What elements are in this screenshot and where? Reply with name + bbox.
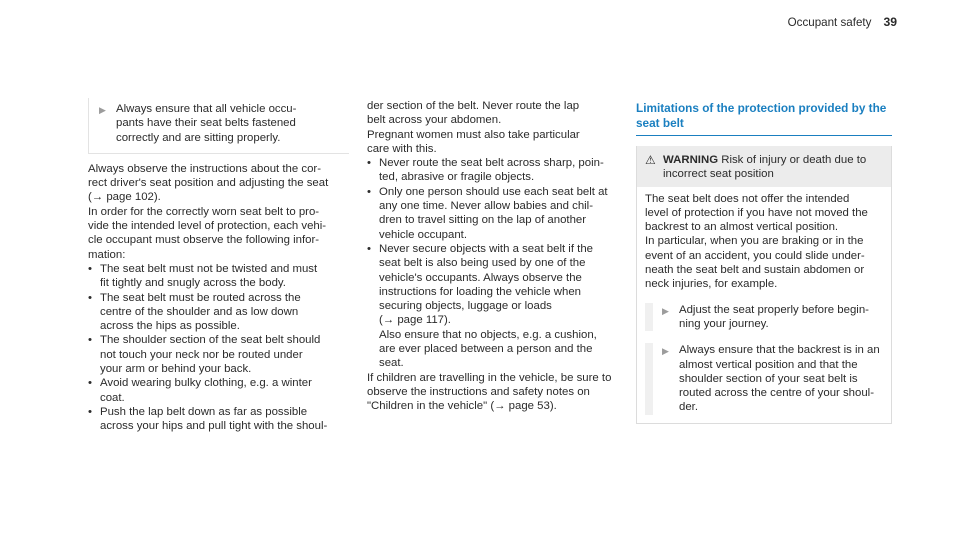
text-line: mation: xyxy=(88,248,126,261)
section-heading xyxy=(636,101,892,130)
text-line: backrest to an almost vertical position. xyxy=(645,221,839,234)
list-item xyxy=(88,291,350,334)
text-line: seat belt is also being used by one of the xyxy=(379,257,586,270)
list-item xyxy=(88,405,350,434)
list-item xyxy=(367,242,629,371)
text-line: Adjust the seat properly before begin- xyxy=(679,303,869,316)
text-line: • The seat belt must not be twisted and must xyxy=(100,262,318,275)
list-item xyxy=(367,156,629,185)
text-line: observe the instructions and safety notes on xyxy=(367,385,590,398)
text-line: ning your journey. xyxy=(679,317,769,330)
text-line: • Push the lap belt down as far as possible xyxy=(100,405,308,418)
paragraph-protection xyxy=(88,205,350,262)
text-line: routed across the centre of your shoul- xyxy=(679,387,875,400)
text-line: (→ page 102). xyxy=(88,191,161,204)
text-line: In particular, when you are braking or in the xyxy=(645,235,864,248)
text-line: The seat belt does not offer the intended xyxy=(645,192,850,205)
text-line: event of an accident, you could slide under- xyxy=(645,249,865,262)
text-line: (→ page 117). xyxy=(379,314,451,327)
list-item xyxy=(88,262,350,291)
text-line: vehicle occupant. xyxy=(379,228,468,241)
triangle-right-icon: ▶ xyxy=(662,305,669,316)
text-line: rect driver's seat position and adjusting the seat xyxy=(88,177,329,190)
warning-note-adjust xyxy=(645,303,883,332)
paragraph-seat-position xyxy=(88,162,350,205)
text-line: are ever placed between a person and the xyxy=(379,343,593,356)
text-line: coat. xyxy=(100,391,125,404)
text-line: Always ensure that the backrest is in an xyxy=(679,344,880,357)
warning-title: incorrect seat position xyxy=(663,168,774,181)
text-line: instructions for loading the vehicle when xyxy=(379,285,581,298)
text-line: almost vertical position and that the xyxy=(679,358,858,371)
column-2 xyxy=(367,99,629,414)
page-number: 39 xyxy=(883,15,897,29)
triangle-right-icon: ▶ xyxy=(662,346,669,357)
warning-box xyxy=(636,146,892,424)
text-line: securing objects, luggage or loads xyxy=(379,300,552,313)
column-1 xyxy=(88,98,350,434)
text-line: • The shoulder section of the seat belt should xyxy=(100,334,321,347)
heading-line: seat belt xyxy=(636,115,684,130)
text-line: vehicle's occupants. Always observe the xyxy=(379,271,582,284)
text-line: • Avoid wearing bulky clothing, e.g. a winter xyxy=(100,377,312,390)
text-line: der. xyxy=(679,401,698,414)
text-line: • Never route the seat belt across sharp, poin- xyxy=(379,157,604,170)
text-line: seat. xyxy=(379,357,404,370)
heading-rule xyxy=(636,135,892,136)
note-bar xyxy=(645,343,653,414)
warning-title-line xyxy=(663,153,866,167)
warning-triangle-icon: ⚠ xyxy=(645,153,656,167)
triangle-right-icon: ▶ xyxy=(99,105,106,115)
tip-note xyxy=(88,98,349,154)
text-line: across your hips and pull tight with the shoul- xyxy=(100,420,328,433)
text-line: der section of the belt. Never route the lap xyxy=(367,100,580,112)
warning-label: WARNING xyxy=(663,154,719,166)
warning-note-backrest xyxy=(645,343,883,414)
list-item xyxy=(88,333,350,376)
text-line: ted, abrasive or fragile objects. xyxy=(379,171,535,184)
text-line: your arm or behind your back. xyxy=(100,363,252,376)
bullet-list xyxy=(367,156,629,370)
list-item xyxy=(367,185,629,242)
text-line: Also ensure that no objects, e.g. a cushion, xyxy=(379,328,597,341)
tip-line: correctly and are sitting properly. xyxy=(116,131,281,144)
list-item xyxy=(88,376,350,405)
text-line: shoulder section of your seat belt is xyxy=(679,372,858,385)
tip-line: Always ensure that all vehicle occu- xyxy=(116,103,297,115)
heading-line: Limitations of the protection provided by the xyxy=(636,101,887,115)
bullet-list xyxy=(88,262,350,434)
text-line: across the hips as possible. xyxy=(100,320,240,333)
text-line: belt across your abdomen. xyxy=(367,114,502,127)
text-line: not touch your neck nor be routed under xyxy=(100,348,303,361)
text-line: • Only one person should use each seat belt at xyxy=(379,185,608,198)
text-line: dren to travel sitting on the lap of another xyxy=(379,214,587,227)
text-line: vide the intended level of protection, each vehi- xyxy=(88,220,327,233)
text-line: care with this. xyxy=(367,142,437,155)
text-line: neck injuries, for example. xyxy=(645,278,778,291)
text-line: any one time. Never allow babies and chil- xyxy=(379,200,594,213)
text-line: fit tightly and snugly across the body. xyxy=(100,277,286,290)
tip-line: pants have their seat belts fastened xyxy=(116,117,296,130)
text-line: Pregnant women must also take particular xyxy=(367,128,580,141)
paragraph-continued xyxy=(367,99,629,128)
text-line: In order for the correctly worn seat belt to pro- xyxy=(88,205,320,218)
paragraph-children xyxy=(367,371,629,414)
text-line: • The seat belt must be routed across the xyxy=(100,291,301,304)
text-line: neath the seat belt and sustain abdomen or xyxy=(645,264,865,277)
warning-body xyxy=(637,187,891,423)
text-line: cle occupant must observe the following infor- xyxy=(88,234,320,247)
column-3 xyxy=(636,101,892,424)
text-line: centre of the shoulder and as low down xyxy=(100,305,299,318)
section-title: Occupant safety xyxy=(787,16,872,29)
page-header xyxy=(788,15,897,30)
text-line: Always observe the instructions about the cor- xyxy=(88,162,321,175)
text-line: level of protection if you have not moved the xyxy=(645,206,868,219)
text-line: "Children in the vehicle" (→ page 53). xyxy=(367,400,557,413)
note-bar xyxy=(645,303,653,332)
warning-title: Risk of injury or death due to xyxy=(721,154,867,166)
warning-header xyxy=(637,146,891,187)
text-line: • Never secure objects with a seat belt if the xyxy=(379,242,593,255)
text-line: If children are travelling in the vehicle, be sure to xyxy=(367,371,612,384)
paragraph-pregnant xyxy=(367,128,629,157)
